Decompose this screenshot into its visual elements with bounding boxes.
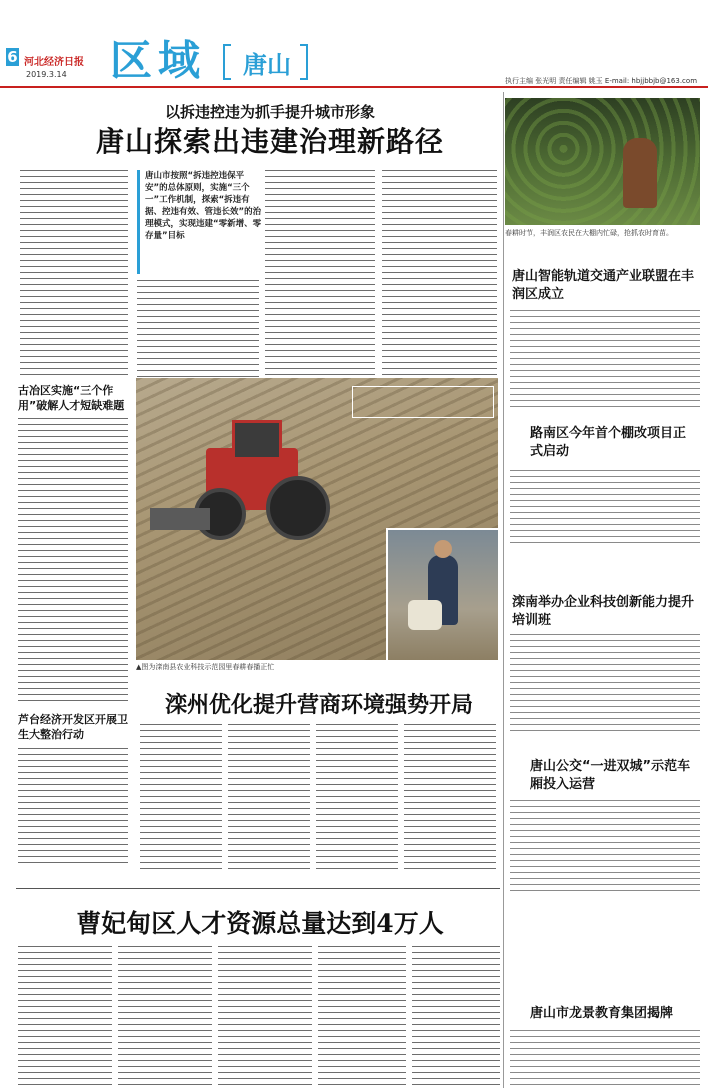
- right-article-5-title: 唐山市龙景教育集团揭牌: [530, 1006, 674, 1021]
- right-article-3-title: 滦南举办企业科技创新能力提升培训班: [512, 595, 695, 628]
- bottom-body-col2: [118, 946, 212, 1086]
- left-article-1-title: 古冶区实施“三个作用”破解人才短缺难题: [18, 384, 125, 412]
- masthead: [0, 0, 708, 92]
- right-article-1-body: [510, 310, 700, 410]
- region-name: 唐山: [243, 51, 291, 79]
- left-article-2-body: [18, 748, 128, 868]
- right-article-3-body: [510, 634, 700, 732]
- lead-body-col2: [137, 280, 259, 378]
- region-bracket-right: [300, 44, 308, 80]
- right-article-2-body: [510, 470, 700, 548]
- lead-title: 唐山探索出违建治理新路径: [95, 125, 444, 158]
- seeder: [150, 508, 210, 530]
- bottom-body-col1: [18, 946, 112, 1086]
- middle-headline: 滦州优化提升营商环境强势开局: [164, 692, 473, 718]
- right-article-4-title: 唐山公交“一进双城”示范车厢投入运营: [530, 759, 691, 792]
- tractor-cabin: [232, 420, 282, 460]
- region-bracket-left: [223, 44, 231, 80]
- lead-summary-box: [137, 170, 263, 274]
- seed-bag: [408, 600, 442, 630]
- middle-photo-caption: ▲图为滦南县农业科技示范园里春耕春播正忙: [136, 663, 275, 671]
- right-article-1-title: 唐山智能轨道交通产业联盟在丰润区成立: [512, 269, 695, 302]
- bottom-rule: [16, 888, 500, 889]
- right-article-4-body: [510, 800, 700, 892]
- greenhouse-foliage: [505, 98, 700, 225]
- lead-body-col4: [382, 170, 497, 378]
- bottom-body-col4: [318, 946, 406, 1086]
- middle-body-col3: [316, 724, 398, 872]
- right-photo: [505, 98, 700, 225]
- bottom-body-col3: [218, 946, 312, 1086]
- issue-date: 2019.3.14: [26, 70, 67, 79]
- right-photo-caption: 春耕时节，丰润区农民在大棚内忙碌，抢抓农时育苗。: [505, 229, 673, 237]
- page-number: 6: [7, 48, 18, 66]
- inset-photo: [386, 528, 498, 660]
- middle-body-col4: [404, 724, 496, 872]
- lead-summary: 唐山市按照“拆违控违保平安”的总体原则，实施“三个一”工作机制，探索“拆违有据、控违有效、管违长效”的治理模式，实现违建“零新增、零存量”目标: [145, 171, 262, 241]
- header-rule: [0, 86, 708, 88]
- right-article-2-title: 路南区今年首个棚改项目正式启动: [530, 426, 687, 459]
- photo-caption-box: [352, 386, 494, 418]
- right-article-5-body: [510, 1030, 700, 1086]
- column-divider: [503, 92, 504, 1088]
- bottom-body-col5: [412, 946, 500, 1086]
- paper-name: 河北经济日报: [24, 57, 84, 68]
- left-article-2-title: 芦台经济开发区开展卫生大整治行动: [18, 713, 128, 741]
- farmer-head: [434, 540, 452, 558]
- middle-body-col2: [228, 724, 310, 872]
- left-article-1-body: [18, 418, 128, 702]
- lead-body-col3: [265, 170, 375, 378]
- lead-subtitle: 以拆违控违为抓手提升城市形象: [164, 103, 375, 121]
- section-title: 区域: [110, 36, 207, 85]
- editor-line: 执行主编 张光明 责任编辑 姚玉 E-mail: hbjjbbjb@163.com: [505, 77, 698, 85]
- lead-body-col1: [20, 170, 128, 378]
- tractor-wheel-rear: [266, 476, 330, 540]
- farm-photo: [136, 378, 498, 660]
- bottom-headline: 曹妃甸区人才资源总量达到4万人: [76, 909, 444, 938]
- middle-body-col1: [140, 724, 222, 872]
- worker-figure: [623, 138, 657, 208]
